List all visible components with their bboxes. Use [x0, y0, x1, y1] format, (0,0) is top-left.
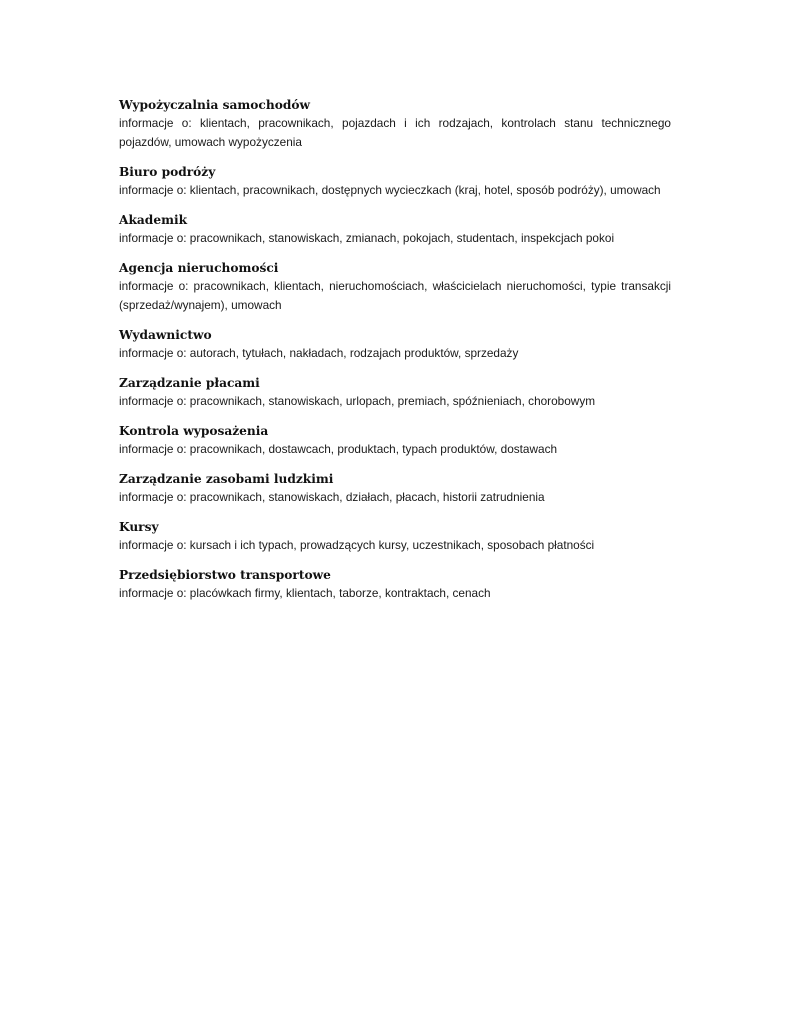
section-title: Zarządzanie płacami: [119, 376, 260, 390]
section-item: [119, 163, 671, 200]
section-title: Zarządzanie zasobami ludzkimi: [119, 472, 334, 486]
section-title: Przedsiębiorstwo transportowe: [119, 568, 331, 582]
section-item: [119, 374, 671, 411]
section-title: Kursy: [119, 520, 159, 534]
section-item: [119, 470, 671, 507]
document-content: [119, 96, 671, 614]
section-description: informacje o: pracownikach, stanowiskach, urlopach, premiach, spóźnieniach, chorobowym: [119, 394, 596, 408]
section-description: informacje o: pracownikach, dostawcach, produktach, typach produktów, dostawach: [119, 442, 558, 456]
section-item: [119, 259, 671, 315]
section-title: Akademik: [119, 213, 188, 227]
section-item: [119, 96, 671, 152]
section-title: Biuro podróży: [119, 165, 216, 179]
section-title: Kontrola wyposażenia: [119, 424, 269, 438]
section-item: [119, 422, 671, 459]
section-title: Agencja nieruchomości: [119, 261, 279, 275]
section-description: informacje o: klientach, pracownikach, dostępnych wycieczkach (kraj, hotel, sposób podróży), umowach: [119, 183, 661, 197]
section-description: informacje o: pracownikach, stanowiskach, zmianach, pokojach, studentach, inspekcjach pokoi: [119, 231, 615, 245]
section-description: informacje o: kursach i ich typach, prowadzących kursy, uczestnikach, sposobach płatności: [119, 538, 595, 552]
section-description: informacje o: placówkach firmy, klientach, taborze, kontraktach, cenach: [119, 586, 491, 600]
section-item: [119, 326, 671, 363]
section-title: Wypożyczalnia samochodów: [119, 98, 310, 112]
section-item: [119, 211, 671, 248]
section-item: [119, 566, 671, 603]
section-item: [119, 518, 671, 555]
section-description: informacje o: autorach, tytułach, nakładach, rodzajach produktów, sprzedaży: [119, 346, 519, 360]
section-title: Wydawnictwo: [119, 328, 212, 342]
section-description: informacje o: klientach, pracownikach, pojazdach i ich rodzajach, kontrolach stanu technicznego pojazdów, umowach wypożyczenia: [119, 116, 671, 149]
section-description: informacje o: pracownikach, klientach, nieruchomościach, właścicielach nieruchomości, typie transakcji (sprzedaż/wynajem), umowach: [119, 279, 671, 312]
section-description: informacje o: pracownikach, stanowiskach, działach, płacach, historii zatrudnienia: [119, 490, 545, 504]
